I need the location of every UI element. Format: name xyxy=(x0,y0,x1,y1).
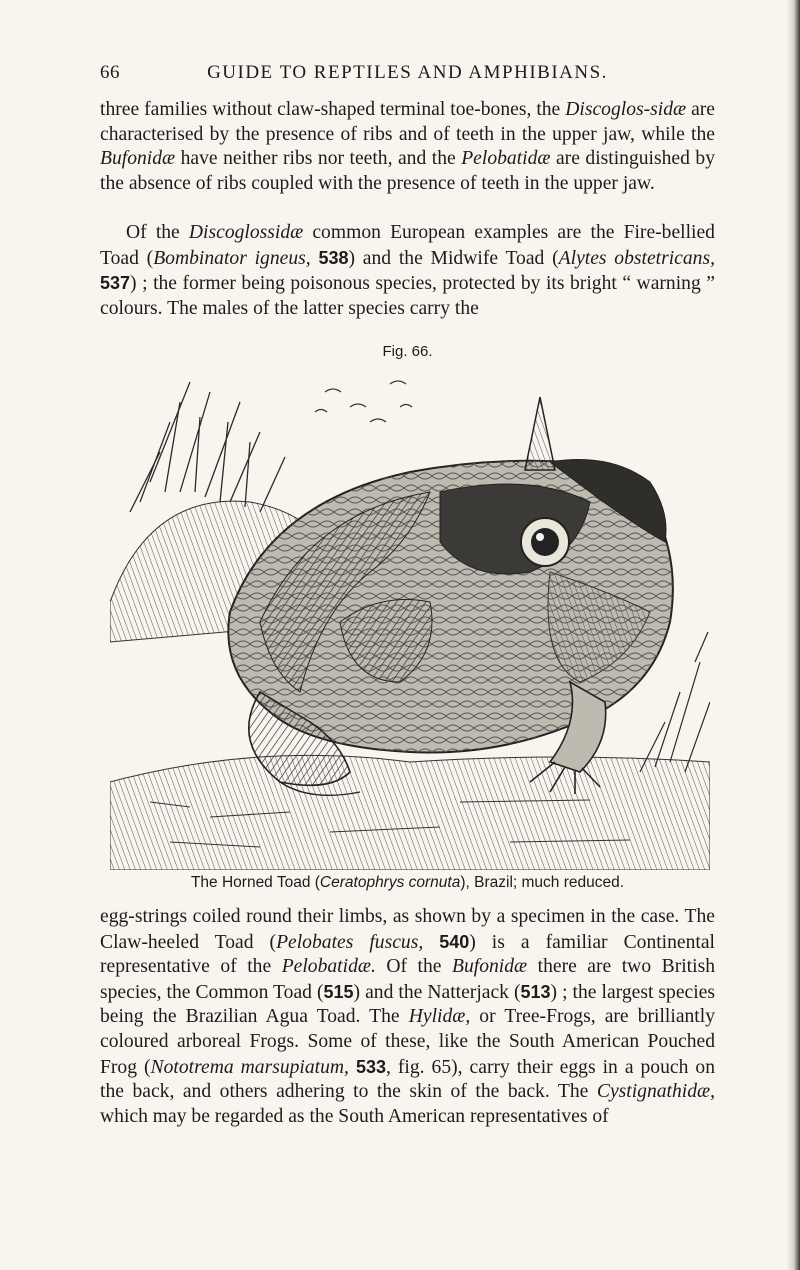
horned-toad-engraving-icon xyxy=(110,362,710,870)
text-run: , fig. 65), carry their eggs in a pouch on the back, and others adhering to the skin of the back. The xyxy=(100,1056,715,1103)
paragraph-3 xyxy=(100,905,715,1129)
text-run: Of the xyxy=(126,222,189,243)
caption-text: The Horned Toad ( xyxy=(190,874,320,891)
text-run: ) and the Midwife Toad ( xyxy=(348,247,559,269)
specimen-number: 515 xyxy=(323,981,354,1002)
text-run: or Tree-Frogs, are brilliantly coloured arboreal Frogs. Some of these, like the South American Pouched Frog ( xyxy=(100,1006,715,1078)
taxon-name: Discoglos-sidæ xyxy=(565,99,687,120)
text-run: three families without claw-shaped terminal toe-bones, the xyxy=(100,99,566,120)
page-number: 66 xyxy=(100,62,120,83)
text-run: ) ; the largest species being the Brazilian Agua Toad. The xyxy=(100,981,715,1028)
taxon-name: Pelobatidæ xyxy=(461,148,551,170)
text-run: Of the xyxy=(375,956,452,978)
taxon-name: Pelobates fuscus, xyxy=(276,931,424,953)
specimen-number: 538 xyxy=(318,247,349,268)
text-run: there are two British species, the Common Toad ( xyxy=(100,956,715,1003)
specimen-number: 513 xyxy=(520,981,551,1002)
taxon-name: Bufonidæ xyxy=(452,956,528,978)
caption-text: ), Brazil; much reduced. xyxy=(460,874,625,891)
specimen-number: 537 xyxy=(100,273,131,294)
text-run: are characterised by the presence of ribs and of teeth in the upper jaw, while the xyxy=(100,99,715,145)
text-run: common European examples are the Fire-bellied Toad ( xyxy=(100,222,715,269)
text-run: which may be regarded as the South American representatives of xyxy=(100,1105,609,1127)
text-run: egg-strings coiled round their limbs, as shown by a specimen in the case. The Claw-heeled Toad ( xyxy=(100,906,715,953)
page-edge-shadow xyxy=(786,0,800,1270)
taxon-name: Nototrema marsupiatum, xyxy=(150,1056,349,1078)
running-title: GUIDE TO REPTILES AND AMPHIBIANS. xyxy=(207,62,608,83)
specimen-number: 540 xyxy=(439,931,470,952)
caption-taxon: Ceratophrys cornuta xyxy=(319,874,461,891)
taxon-name: Hylidæ, xyxy=(408,1006,471,1028)
page-header xyxy=(100,62,715,88)
text-run: ) is a familiar Continental representative of the xyxy=(100,931,716,978)
taxon-name: Pelobatidæ. xyxy=(281,956,376,978)
text-run: are distinguished by the absence of ribs coupled with the presence of teeth in the upper jaw. xyxy=(100,148,715,194)
paragraph-2 xyxy=(100,221,715,321)
text-run: ) ; the former being poisonous species, protected by its bright “ warning ” colours. The males of the latter species carry the xyxy=(100,273,715,319)
paragraph-1 xyxy=(100,98,715,196)
taxon-name: Bombinator igneus, xyxy=(153,247,311,269)
specimen-number: 533 xyxy=(355,1056,386,1077)
taxon-name: Cystignathidæ, xyxy=(596,1081,715,1103)
figure-label: Fig. 66. xyxy=(382,343,433,360)
text-run: ) and the Natterjack ( xyxy=(353,981,521,1003)
taxon-name: Discoglossidæ xyxy=(188,222,304,243)
text-run: have neither ribs nor teeth, and the xyxy=(175,148,462,170)
taxon-name: Alytes obstetricans, xyxy=(558,247,715,269)
horned-toad-illustration xyxy=(110,362,710,870)
figure-caption xyxy=(100,874,715,892)
taxon-name: Bufonidæ xyxy=(100,148,176,170)
